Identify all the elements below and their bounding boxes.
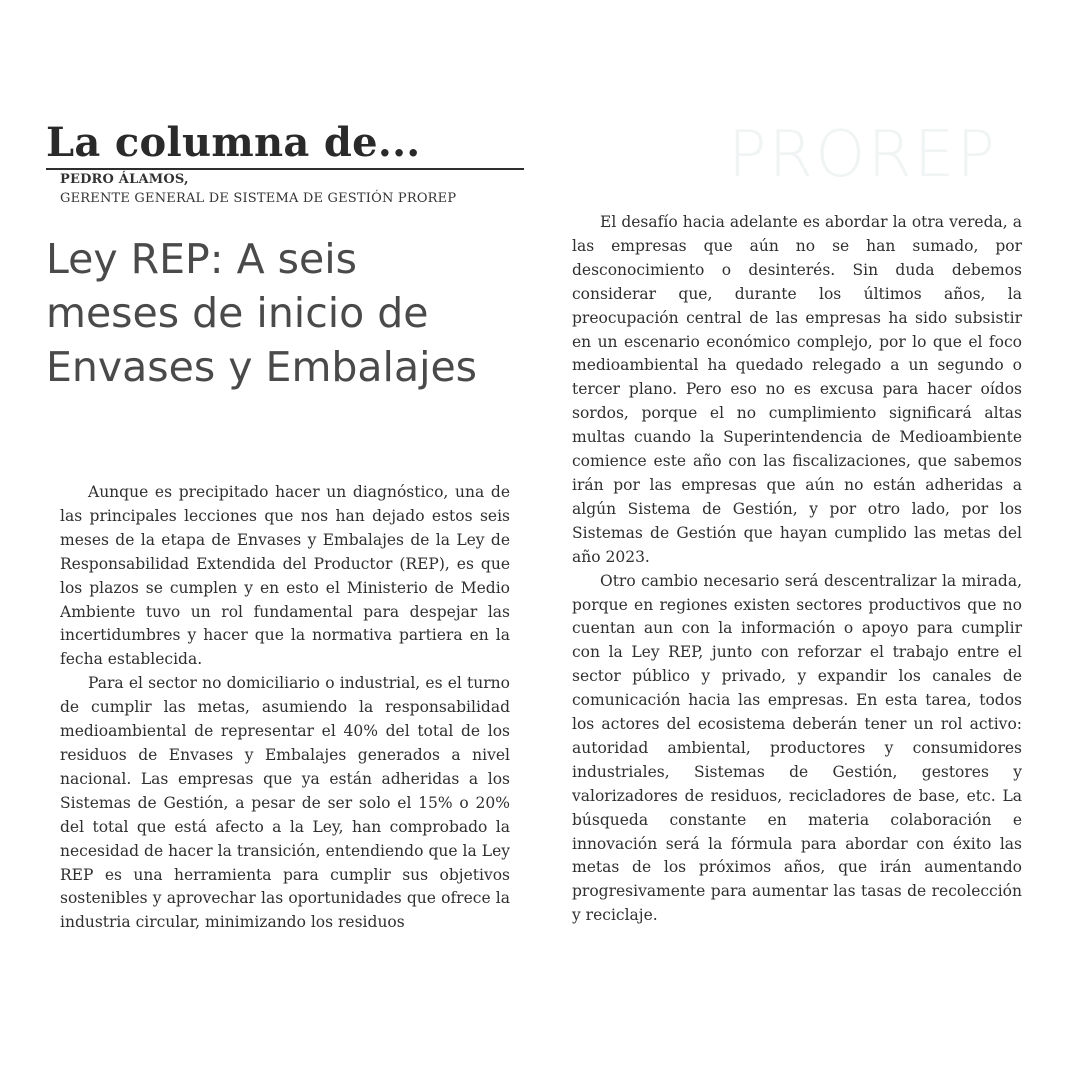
article-column-right	[572, 211, 1022, 928]
column-header	[46, 118, 524, 170]
column-title: La columna de...	[46, 119, 421, 166]
article-paragraph: Para el sector no domiciliario o industrial, es el turno de cumplir las metas, asumiendo la responsabilidad medioambiental de representar el 40% del total de los residuos de Envases y Embalajes generados a nivel nacional. Las empresas que ya están adheridas a los Sistemas de Gestión, a pesar de ser solo el 15% o 20% del total que está afecto a la Ley, han comprobado la necesidad de hacer la transición, entendiendo que la Ley REP es una herramienta para cumplir sus objetivos sostenibles y aprovechar las oportunidades que ofrece la industria circular, minimizando los residuos	[60, 674, 510, 932]
article-headline: Ley REP: A seis meses de inicio de Envases y Embalajes	[46, 235, 478, 391]
article-paragraph: Aunque es precipitado hacer un diagnóstico, una de las principales lecciones que nos han dejado estos seis meses de la etapa de Envases y Embalajes de la Ley de Responsabilidad Extendida del Productor (REP), es que los plazos se cumplen y en esto el Ministerio de Medio Ambiente tuvo un rol fundamental para despejar las incertidumbres y hacer que la normativa partiera en la fecha establecida.	[60, 483, 510, 669]
prorep-logo-watermark: PROREP	[728, 118, 997, 192]
article-paragraph: Otro cambio necesario será descentralizar la mirada, porque en regiones existen sectores productivos que no cuentan aun con la información o apoyo para cumplir con la Ley REP, junto con reforzar el trabajo entre el sector público y privado, y expandir los canales de comunicación hacia las empresas. En esta tarea, todos los actores del ecosistema deberán tener un rol activo: autoridad ambiental, productores y consumidores industriales, Sistemas de Gestión, gestores y valorizadores de residuos, recicladores de base, etc. La búsqueda constante en materia colaboración e innovación será la fórmula para abordar con éxito las metas de los próximos años, que irán aumentando progresivamente para aumentar las tasas de recolección y reciclaje.	[572, 571, 1022, 925]
author-role: GERENTE GENERAL DE SISTEMA DE GESTIÓN PROREP	[60, 191, 457, 206]
article-column-left	[60, 481, 510, 991]
author-name: PEDRO ÁLAMOS,	[60, 172, 189, 187]
article-paragraph: El desafío hacia adelante es abordar la otra vereda, a las empresas que aún no se han sumado, por desconocimiento o desinterés. Sin duda debemos considerar que, durante los últimos años, la preocupación central de las empresas ha sido subsistir en un escenario económico complejo, por lo que el foco medioambiental ha quedado relegado a un segundo o tercer plano. Pero eso no es excusa para hacer oídos sordos, porque el no cumplimiento significará altas multas cuando la Superintendencia de Medioambiente comience este año con las fiscalizaciones, que sabemos irán por las empresas que aún no están adheridas a algún Sistema de Gestión, y por otro lado, por los Sistemas de Gestión que hayan cumplido las metas del año 2023.	[572, 213, 1022, 566]
